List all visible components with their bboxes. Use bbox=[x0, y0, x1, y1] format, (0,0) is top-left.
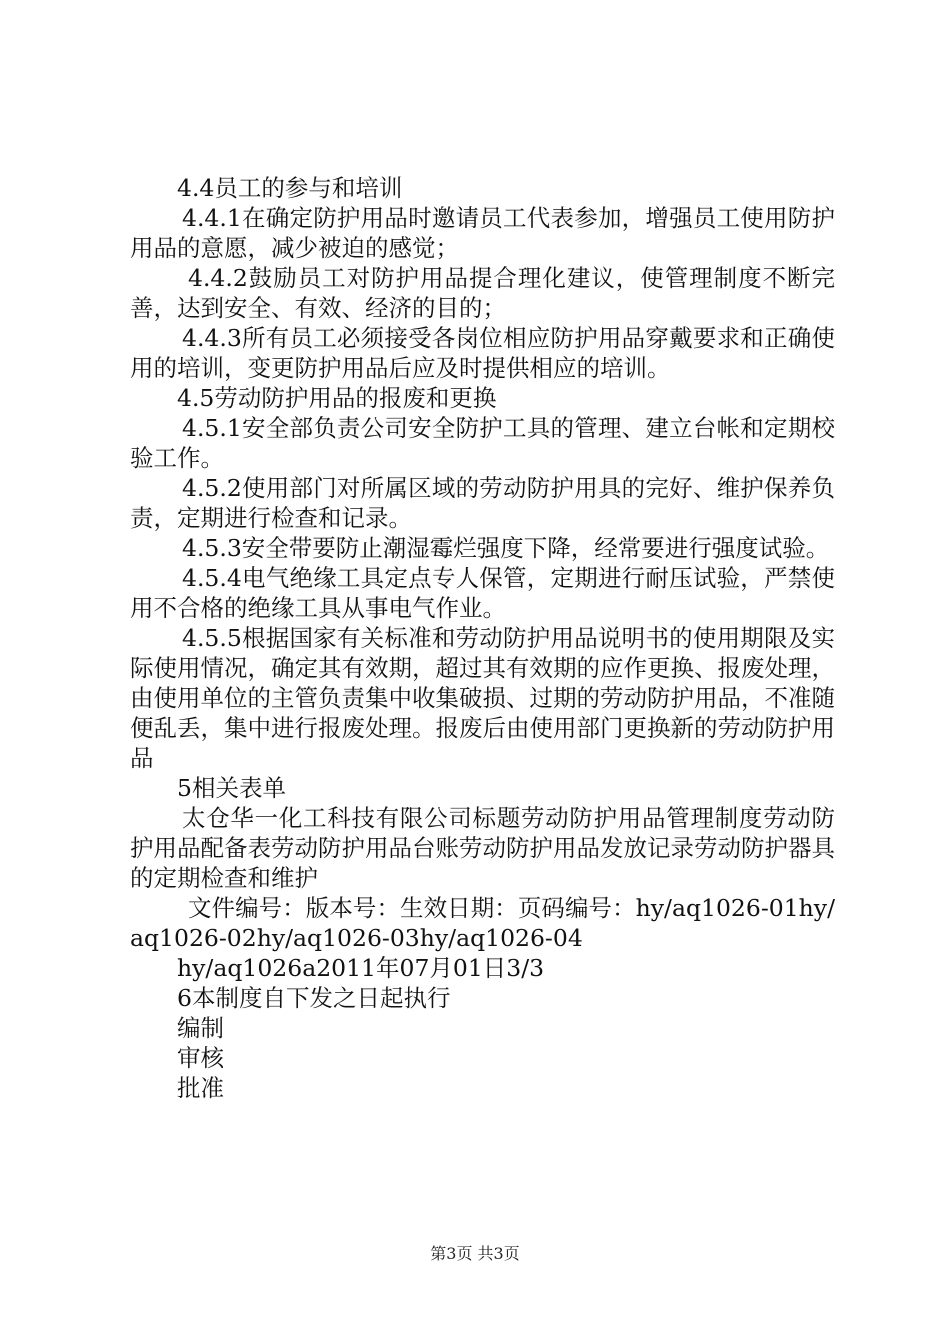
paragraph-2: 4.4.2鼓励员工对防护用品提合理化建议，使管理制度不断完善，达到安全、有效、经济的目的； bbox=[130, 264, 835, 322]
paragraph-5: 4.5.1安全部负责公司安全防护工具的管理、建立台帐和定期校验工作。 bbox=[130, 414, 835, 472]
paragraph-9: 4.5.5根据国家有关标准和劳动防护用品说明书的使用期限及实际使用情况，确定其有效期，超过其有效期的应作更换、报废处理，由使用单位的主管负责集中收集破损、过期的劳动防护用品，不准随便乱丢，集中进行报废处理。报废后由使用部门更换新的劳动防护用品 bbox=[130, 624, 835, 772]
paragraph-4: 4.5劳动防护用品的报废和更换 bbox=[177, 384, 497, 412]
paragraph-1: 4.4.1在确定防护用品时邀请员工代表参加，增强员工使用防护用品的意愿，减少被迫的感觉； bbox=[130, 204, 835, 262]
paragraph-3: 4.4.3所有员工必须接受各岗位相应防护用品穿戴要求和正确使用的培训，变更防护用品后应及时提供相应的培训。 bbox=[130, 324, 835, 382]
paragraph-14: 6本制度自下发之日起执行 bbox=[177, 984, 451, 1012]
paragraph-7: 4.5.3安全带要防止潮湿霉烂强度下降，经常要进行强度试验。 bbox=[182, 534, 830, 562]
paragraph-13: hy/aq1026a2011年07月01日3/3 bbox=[177, 954, 545, 982]
paragraph-17: 批准 bbox=[177, 1074, 224, 1102]
paragraph-11: 太仓华一化工科技有限公司标题劳动防护用品管理制度劳动防护用品配备表劳动防护用品台账劳动防护用品发放记录劳动防护器具的定期检查和维护 bbox=[130, 804, 835, 892]
document-body bbox=[130, 173, 835, 1103]
paragraph-0: 4.4员工的参与和培训 bbox=[177, 174, 403, 202]
page-number-label: 第3页 共3页 bbox=[430, 1244, 520, 1263]
paragraph-15: 编制 bbox=[177, 1014, 224, 1042]
paragraph-12: 文件编号：版本号：生效日期：页码编号：hy/aq1026-01hy/aq1026-02hy/aq1026-03hy/aq1026-04 bbox=[130, 894, 835, 952]
paragraph-10: 5相关表单 bbox=[177, 774, 286, 802]
paragraph-8: 4.5.4电气绝缘工具定点专人保管，定期进行耐压试验，严禁使用不合格的绝缘工具从事电气作业。 bbox=[130, 564, 835, 622]
page-footer bbox=[0, 1244, 950, 1264]
paragraph-16: 审核 bbox=[177, 1044, 224, 1072]
paragraph-6: 4.5.2使用部门对所属区域的劳动防护用具的完好、维护保养负责，定期进行检查和记录。 bbox=[130, 474, 835, 532]
